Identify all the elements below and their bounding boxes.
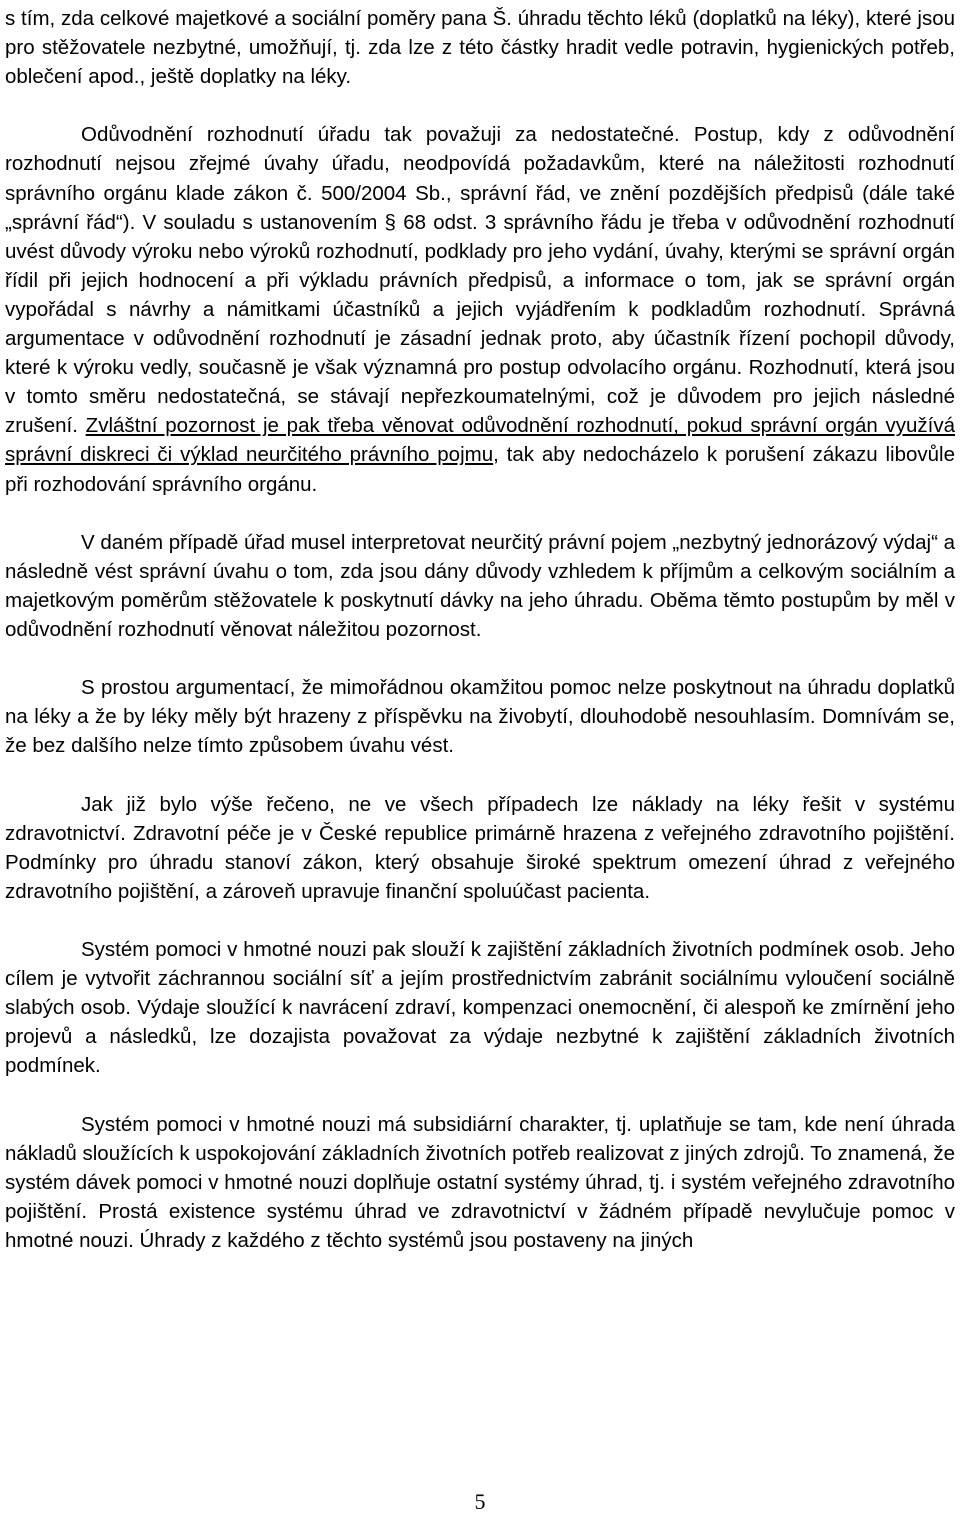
paragraph-text: Odůvodnění rozhodnutí úřadu tak považuji za nedostatečné. Postup, kdy z odůvodnění rozhodnutí nejsou zřejmé úvahy úřadu, neodpovídá požadavkům, které na náležitosti rozhodnutí správního orgánu klade zákon č. 500/2004 Sb., správní řád, ve znění pozdějších předpisů (dále také „správní řád“). V souladu s ustanovením § 68 odst. 3 správního řádu je třeba v odůvodnění rozhodnutí uvést důvody výroku nebo výroků rozhodnutí, podklady pro jeho vydání, úvahy, kterými se správní orgán řídil při jejich hodnocení a při výkladu právních předpisů, a informace o tom, jak se správní orgán vypořádal s návrhy a námitkami účastníků a jejich vyjádřením k podkladům rozhodnutí. Správná argumentace v odůvodnění rozhodnutí je zásadní jednak proto, aby účastník řízení pochopil důvody, které k výroku vedly, současně je však významná pro postup odvolacího orgánu. Rozhodnutí, která jsou v tomto směru nedostatečná, se stávají nepřezkoumatelnými, což je důvodem pro jejich následné zrušení. — [5, 123, 955, 438]
paragraph — [5, 4, 955, 91]
paragraph — [5, 935, 955, 1080]
page-number: 5 — [474, 1489, 486, 1514]
paragraph — [5, 120, 955, 498]
paragraph-text: Systém pomoci v hmotné nouzi pak slouží k zajištění základních životních podmínek osob. Jeho cílem je vytvořit záchrannou sociální síť a jejím prostřednictvím zabránit sociálnímu vyloučení sociálně slabých osob. Výdaje sloužící k navrácení zdraví, kompenzaci onemocnění, či alespoň ke zmírnění jeho projevů a následků, lze dozajista považovat za výdaje nezbytné k zajištění základních životních podmínek. — [5, 938, 955, 1078]
paragraph — [5, 528, 955, 644]
paragraph-text: Jak již bylo výše řečeno, ne ve všech případech lze náklady na léky řešit v systému zdravotnictví. Zdravotní péče je v České republice primárně hrazena z veřejného zdravotního pojištění. Podmínky pro úhradu stanoví zákon, který obsahuje široké spektrum omezení úhrad z veřejného zdravotního pojištění, a zároveň upravuje finanční spoluúčast pacienta. — [5, 792, 955, 903]
document-page — [5, 4, 955, 1284]
paragraph — [5, 1110, 955, 1255]
paragraph-text: s tím, zda celkové majetkové a sociální poměry pana Š. úhradu těchto léků (doplatků na léky), které jsou pro stěžovatele nezbytné, umožňují, tj. zda lze z této částky hradit vedle potravin, hygienických potřeb, oblečení apod., ještě doplatky na léky. — [5, 7, 955, 89]
paragraph-text: S prostou argumentací, že mimořádnou okamžitou pomoc nelze poskytnout na úhradu doplatků na léky a že by léky měly být hrazeny z příspěvku na živobytí, dlouhodobě nesouhlasím. Domnívám se, že bez dalšího nelze tímto způsobem úvahu vést. — [5, 676, 955, 758]
paragraph — [5, 673, 955, 760]
paragraph-text: Systém pomoci v hmotné nouzi má subsidiární charakter, tj. uplatňuje se tam, kde není úhrada nákladů sloužících k uspokojování základních životních potřeb realizovat z jiných zdrojů. To znamená, že systém dávek pomoci v hmotné nouzi doplňuje ostatní systémy úhrad, tj. i systém veřejného zdravotního pojištění. Prostá existence systému úhrad ve zdravotnictví v žádném případě nevylučuje pomoc v hmotné nouzi. Úhrady z každého z těchto systémů jsou postaveny na jiných — [5, 1112, 955, 1252]
paragraph-text: , tak aby nedocházelo k porušení zákazu libovůle při rozhodování správního orgánu. — [5, 443, 955, 496]
paragraph — [5, 790, 955, 906]
underlined-text: Zvláštní pozornost je pak třeba věnovat odůvodnění rozhodnutí, pokud správní orgán využívá správní diskreci či výklad neurčitého právního pojmu — [5, 414, 955, 467]
paragraph-text: V daném případě úřad musel interpretovat neurčitý právní pojem „nezbytný jednorázový výdaj“ a následně vést správní úvahu o tom, zda jsou dány důvody vzhledem k příjmům a celkovým sociálním a majetkovým poměrům stěžovatele k poskytnutí dávky na jeho úhradu. Oběma těmto postupům by měl v odůvodnění rozhodnutí věnovat náležitou pozornost. — [5, 530, 955, 641]
